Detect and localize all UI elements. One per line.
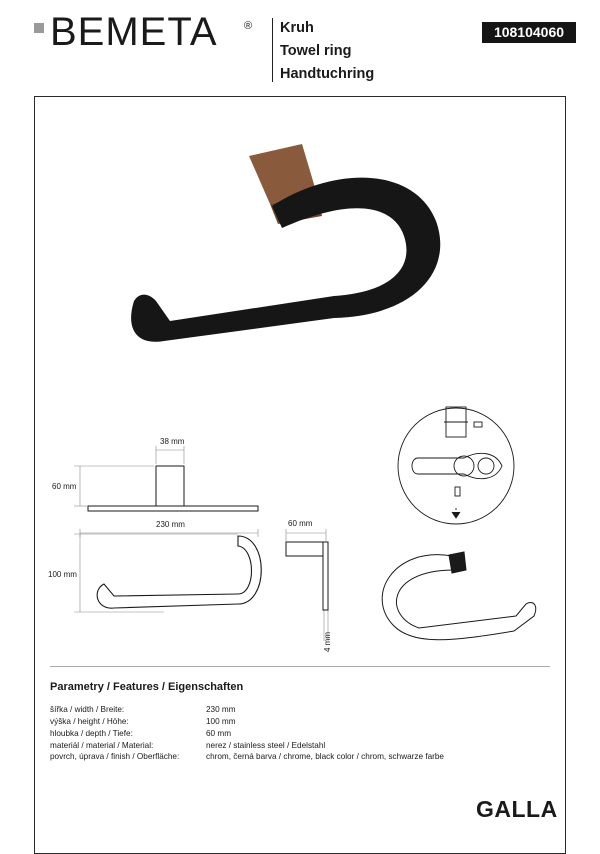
param-label: materiál / material / Material: — [50, 741, 154, 750]
product-code-badge: 108104060 — [482, 22, 576, 43]
product-name-cz: Kruh — [280, 20, 314, 36]
param-value: nerez / stainless steel / Edelstahl — [206, 741, 326, 750]
technical-drawing — [34, 96, 566, 666]
param-row — [50, 716, 560, 727]
dim-height: 100 mm — [48, 570, 77, 579]
dim-width: 230 mm — [156, 520, 185, 529]
mounting-detail — [398, 407, 514, 524]
param-row — [50, 704, 560, 715]
brand-logo: BEMETA — [50, 10, 218, 54]
param-value: chrom, černá barva / chrome, black color / chrom, schwarze farbe — [206, 752, 444, 761]
features-divider — [50, 666, 550, 667]
param-label: povrch, úprava / finish / Oberfläche: — [50, 752, 180, 761]
series-name: GALLA — [476, 796, 558, 822]
dim-plate-width: 38 mm — [160, 437, 185, 446]
param-label: hloubka / depth / Tiefe: — [50, 729, 133, 738]
param-value: 60 mm — [206, 729, 232, 738]
param-value: 100 mm — [206, 717, 236, 726]
dim-thickness: 4 mm — [323, 632, 332, 652]
param-value: 230 mm — [206, 705, 236, 714]
features-heading: Parametry / Features / Eigenschaften — [50, 681, 244, 693]
product-render — [131, 144, 440, 342]
product-name-en: Towel ring — [280, 43, 352, 59]
dim-plate-height: 60 mm — [52, 482, 77, 491]
front-view — [97, 536, 261, 608]
mounted-ring-outline — [382, 552, 536, 640]
top-view — [88, 466, 258, 511]
param-label: šířka / width / Breite: — [50, 705, 125, 714]
param-row — [50, 751, 560, 762]
registered-mark: ® — [244, 20, 253, 32]
param-row — [50, 740, 560, 751]
product-name-de: Handtuchring — [280, 66, 375, 82]
side-view — [286, 542, 328, 610]
logo-mark — [34, 23, 44, 33]
param-label: výška / height / Höhe: — [50, 717, 129, 726]
dim-depth: 60 mm — [288, 519, 313, 528]
header-divider — [272, 18, 273, 82]
param-row — [50, 728, 560, 739]
